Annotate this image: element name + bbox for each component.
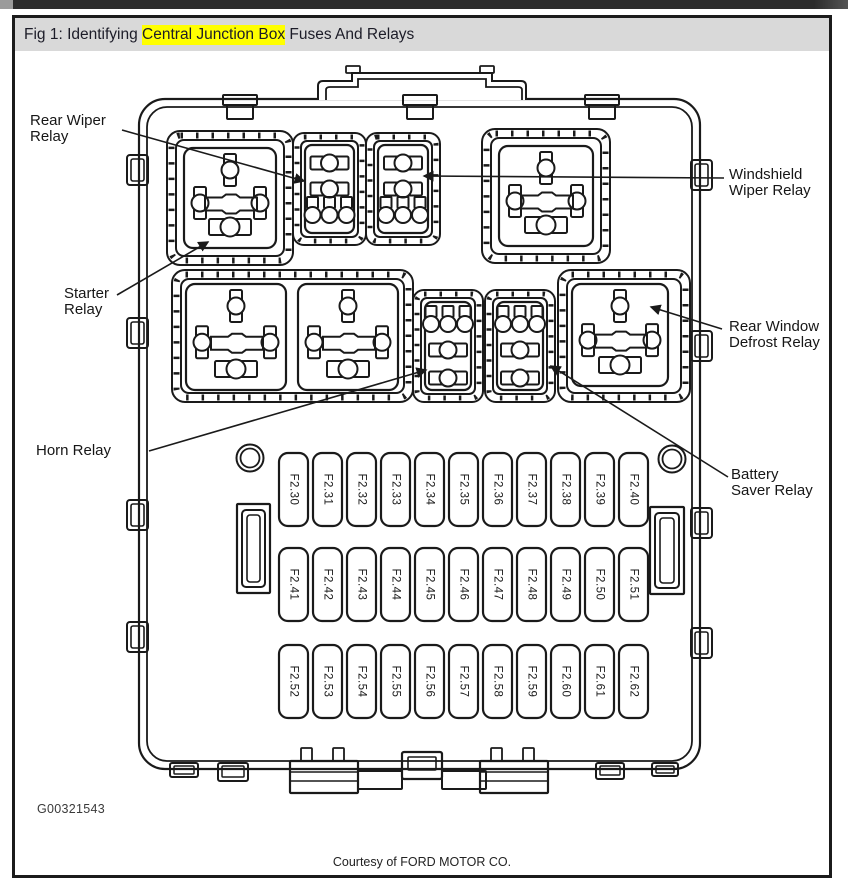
svg-text:F2.30: F2.30: [287, 473, 300, 506]
junction-box-drawing: [15, 51, 829, 875]
fuse-F2.41: [279, 548, 308, 621]
svg-text:F2.38: F2.38: [559, 473, 572, 506]
svg-text:F2.54: F2.54: [355, 665, 368, 698]
fuse-F2.51: [619, 548, 648, 621]
fuse-grid: [279, 453, 648, 718]
fuse-F2.56: [415, 645, 444, 718]
fuse-F2.53: [313, 645, 342, 718]
fuse-F2.34: [415, 453, 444, 526]
svg-text:F2.52: F2.52: [287, 665, 300, 698]
figure-id: G00321543: [37, 802, 106, 816]
caption-prefix: Fig 1: Identifying: [24, 25, 143, 43]
svg-text:F2.40: F2.40: [627, 473, 640, 506]
fuse-F2.47: [483, 548, 512, 621]
fuse-F2.48: [517, 548, 546, 621]
fuse-F2.49: [551, 548, 580, 621]
svg-text:F2.57: F2.57: [457, 665, 470, 698]
svg-text:F2.44: F2.44: [389, 568, 402, 601]
relay-graphic-row1-right: [482, 129, 610, 263]
connector-left: [237, 504, 270, 593]
leader-starter-relay: [117, 242, 208, 295]
starter-relay-graphic: [167, 131, 293, 265]
figure-caption-bar: [15, 18, 829, 51]
fuse-F2.54: [347, 645, 376, 718]
horn-relay-graphic: [413, 290, 483, 402]
svg-text:F2.41: F2.41: [287, 568, 300, 601]
fuse-F2.32: [347, 453, 376, 526]
svg-text:F2.37: F2.37: [525, 473, 538, 506]
rear-wiper-relay-graphic: [293, 133, 366, 245]
svg-text:F2.34: F2.34: [423, 473, 436, 506]
leader-rear-window-defrost-relay: [651, 307, 722, 329]
svg-text:F2.32: F2.32: [355, 473, 368, 506]
fuse-F2.52: [279, 645, 308, 718]
fuse-F2.61: [585, 645, 614, 718]
label-starter-relay: Starter Relay: [64, 285, 110, 318]
fuse-F2.58: [483, 645, 512, 718]
svg-text:F2.31: F2.31: [321, 473, 334, 506]
svg-text:F2.43: F2.43: [355, 568, 368, 601]
caption-suffix: Fuses And Relays: [285, 25, 415, 43]
fuse-F2.55: [381, 645, 410, 718]
svg-text:F2.33: F2.33: [389, 473, 402, 506]
windshield-wiper-relay-graphic: [366, 133, 440, 245]
svg-text:F2.35: F2.35: [457, 473, 470, 506]
svg-text:F2.48: F2.48: [525, 568, 538, 601]
svg-text:F2.59: F2.59: [525, 665, 538, 698]
connector-right: [650, 507, 684, 594]
label-battery-saver-relay: Battery Saver Relay: [731, 466, 813, 499]
fuse-F2.39: [585, 453, 614, 526]
svg-text:F2.46: F2.46: [457, 568, 470, 601]
window-top-bar: [0, 0, 848, 9]
fuse-F2.30: [279, 453, 308, 526]
junction-box-diagram: [15, 51, 829, 875]
svg-text:F2.61: F2.61: [593, 665, 606, 698]
svg-text:F2.47: F2.47: [491, 568, 504, 601]
leader-horn-relay: [149, 370, 426, 451]
svg-text:F2.49: F2.49: [559, 568, 572, 601]
courtesy-text: Courtesy of FORD MOTOR CO.: [332, 855, 512, 869]
fuse-F2.36: [483, 453, 512, 526]
svg-text:F2.53: F2.53: [321, 665, 334, 698]
svg-text:F2.56: F2.56: [423, 665, 436, 698]
fuse-F2.33: [381, 453, 410, 526]
junction-box-outline: [127, 66, 712, 793]
fuse-F2.44: [381, 548, 410, 621]
caption-highlight: Central Junction Box: [142, 25, 286, 43]
label-horn-relay: Horn Relay: [36, 442, 112, 459]
svg-text:F2.42: F2.42: [321, 568, 334, 601]
fuse-F2.35: [449, 453, 478, 526]
svg-text:F2.55: F2.55: [389, 665, 402, 698]
fuse-F2.38: [551, 453, 580, 526]
leader-lines: [117, 130, 728, 477]
fuse-F2.37: [517, 453, 546, 526]
label-windshield-wiper-relay: Windshield Wiper Relay: [729, 166, 811, 199]
svg-text:F2.62: F2.62: [627, 665, 640, 698]
battery-saver-relay-graphic: [485, 290, 555, 402]
svg-text:F2.51: F2.51: [627, 568, 640, 601]
figure-frame: [12, 15, 832, 878]
label-rear-window-defrost-relay: Rear Window Defrost Relay: [729, 318, 820, 351]
fuse-F2.50: [585, 548, 614, 621]
svg-text:F2.50: F2.50: [593, 568, 606, 601]
fuse-F2.59: [517, 645, 546, 718]
fuse-F2.40: [619, 453, 648, 526]
label-rear-wiper-relay: Rear Wiper Relay: [30, 112, 106, 145]
fuse-F2.46: [449, 548, 478, 621]
fuse-F2.62: [619, 645, 648, 718]
svg-text:F2.60: F2.60: [559, 665, 572, 698]
svg-text:F2.36: F2.36: [491, 473, 504, 506]
svg-text:F2.39: F2.39: [593, 473, 606, 506]
relay-pair-row2: [172, 270, 413, 402]
svg-text:F2.58: F2.58: [491, 665, 504, 698]
fuse-F2.57: [449, 645, 478, 718]
leader-battery-saver-relay: [551, 366, 728, 477]
leader-windshield-wiper-relay: [424, 176, 724, 178]
fuse-F2.45: [415, 548, 444, 621]
fuse-F2.60: [551, 645, 580, 718]
fuse-F2.31: [313, 453, 342, 526]
fuse-F2.43: [347, 548, 376, 621]
svg-text:F2.45: F2.45: [423, 568, 436, 601]
fuse-F2.42: [313, 548, 342, 621]
